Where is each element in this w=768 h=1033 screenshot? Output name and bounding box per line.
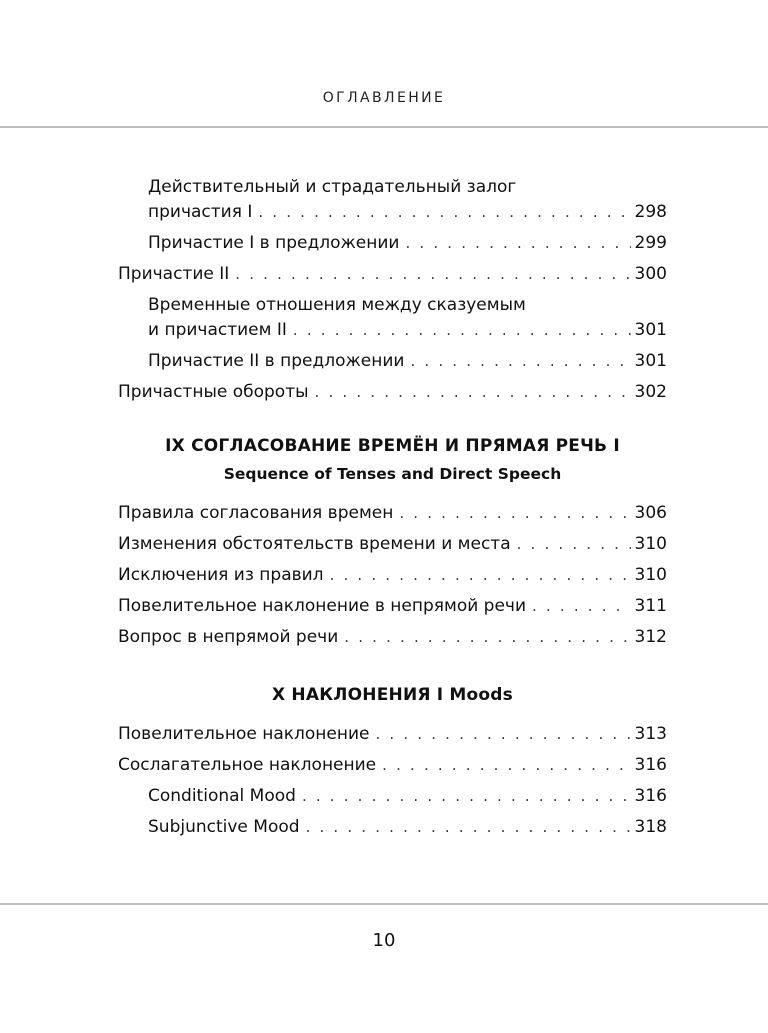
toc-entry xyxy=(118,228,667,259)
toc-entry-page: 300 xyxy=(634,264,667,284)
toc-entry xyxy=(118,781,667,812)
running-header: ОГЛАВЛЕНИЕ xyxy=(322,90,446,106)
toc-entry-page: 301 xyxy=(634,351,667,371)
toc-entry-title: и причастием II xyxy=(148,320,287,340)
toc-entry-page: 313 xyxy=(634,724,667,744)
dot-leader xyxy=(235,259,630,290)
toc-entry-title: Исключения из правил xyxy=(118,565,324,585)
footer-divider xyxy=(0,903,768,905)
dot-leader xyxy=(315,377,631,408)
toc-entry-page: 302 xyxy=(634,382,667,402)
toc-entry-page: 299 xyxy=(634,233,667,253)
dot-leader xyxy=(375,719,630,750)
toc-entry-title-line1: Временные отношения между сказуемым xyxy=(148,295,526,315)
toc-entry-title: Вопрос в непрямой речи xyxy=(118,627,339,647)
toc-entry xyxy=(118,591,667,622)
dot-leader xyxy=(330,560,631,591)
toc-entry-page: 298 xyxy=(634,202,667,222)
toc-entry xyxy=(118,295,667,346)
chapter-heading: IX СОГЛАСОВАНИЕ ВРЕМЁН И ПРЯМАЯ РЕЧЬ I xyxy=(165,436,620,456)
dot-leader xyxy=(399,498,630,529)
toc-entry xyxy=(118,750,667,781)
dot-leader xyxy=(532,591,631,622)
toc-entry-page: 310 xyxy=(634,565,667,585)
toc-entry-page: 316 xyxy=(634,786,667,806)
toc-entry-page: 310 xyxy=(634,534,667,554)
table-of-contents xyxy=(118,172,667,843)
toc-entry xyxy=(118,622,667,653)
header-divider xyxy=(0,126,768,128)
toc-entry-title: Причастные обороты xyxy=(118,382,309,402)
dot-leader xyxy=(302,781,631,812)
toc-entry xyxy=(118,812,667,843)
toc-entry-title: Причастие II xyxy=(118,264,230,284)
toc-entry-title: Сослагательное наклонение xyxy=(118,755,377,775)
toc-entry-title-line1: Действительный и страдательный залог xyxy=(148,177,517,197)
chapter-heading: X НАКЛОНЕНИЯ I Moods xyxy=(272,685,513,705)
dot-leader xyxy=(382,750,630,781)
dot-leader xyxy=(405,228,630,259)
toc-entry xyxy=(118,346,667,377)
toc-entry-page: 311 xyxy=(634,596,667,616)
toc-entry-page: 301 xyxy=(634,320,667,340)
toc-entry-title: Причастие II в предложении xyxy=(148,351,405,371)
toc-entry-title: причастия I xyxy=(148,202,253,222)
dot-leader xyxy=(410,346,630,377)
toc-entry xyxy=(118,498,667,529)
toc-entry-title: Conditional Mood xyxy=(148,786,296,806)
toc-entry-page: 316 xyxy=(634,755,667,775)
toc-entry-title: Правила согласования времен xyxy=(118,503,394,523)
toc-entry xyxy=(118,177,667,228)
toc-entry xyxy=(118,377,667,408)
dot-leader xyxy=(517,529,631,560)
toc-entry xyxy=(118,529,667,560)
dot-leader xyxy=(344,622,630,653)
dot-leader xyxy=(306,812,631,843)
toc-entry xyxy=(118,560,667,591)
toc-entry-title: Изменения обстоятельств времени и места xyxy=(118,534,511,554)
toc-entry xyxy=(118,259,667,290)
toc-entry-title: Повелительное наклонение xyxy=(118,724,370,744)
page-number: 10 xyxy=(372,930,396,951)
toc-entry-page: 312 xyxy=(634,627,667,647)
toc-entry-page: 306 xyxy=(634,503,667,523)
toc-entry-title: Причастие I в предложении xyxy=(148,233,400,253)
toc-entry-page: 318 xyxy=(634,817,667,837)
toc-entry xyxy=(118,719,667,750)
toc-entry-title: Subjunctive Mood xyxy=(148,817,300,837)
toc-entry-title: Повелительное наклонение в непрямой речи xyxy=(118,596,527,616)
chapter-subheading: Sequence of Tenses and Direct Speech xyxy=(223,465,562,483)
